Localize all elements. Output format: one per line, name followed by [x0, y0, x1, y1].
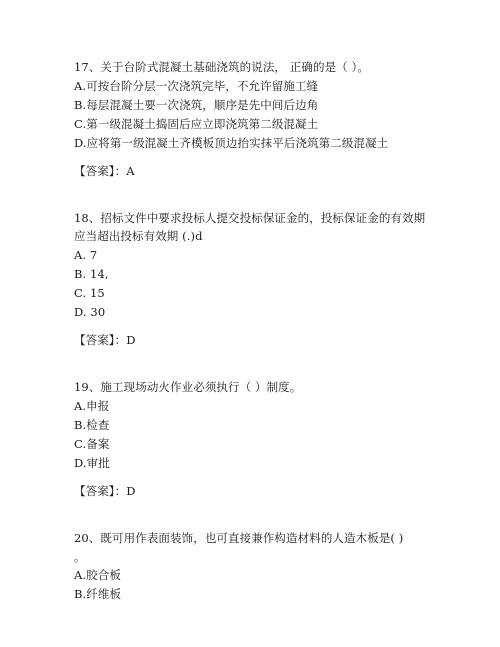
question-19-option-d: D.审批 — [74, 456, 110, 470]
question-19-option-b: B.检查 — [74, 418, 110, 432]
question-18-stem-line-2: 应当超出投标有效期 (.)d — [74, 229, 203, 243]
question-17-option-c: C.第一级混凝土捣固后应立即浇筑第二级混凝土 — [74, 117, 319, 131]
question-20-stem-line-2: 。 — [74, 550, 86, 564]
question-19-stem: 19、施工现场动火作业必须执行（ ）制度。 — [74, 380, 302, 394]
question-20-stem-line-1: 20、既可用作表面装饰，也可直接兼作构造材料的人造木板是( ) — [74, 531, 404, 545]
question-20-option-a: A.胶合板 — [74, 568, 121, 582]
question-18-option-a: A. 7 — [74, 248, 98, 262]
question-19-answer: 【答案】：D — [74, 484, 136, 498]
question-18-answer: 【答案】：D — [74, 333, 136, 347]
question-18-option-c: C. 15 — [74, 286, 105, 300]
question-18-option-d: D. 30 — [74, 305, 106, 319]
question-17-option-d: D.应将第一级混凝土齐模板顶边抬实抹平后浇筑第二级混凝土 — [74, 136, 389, 150]
question-19-option-a: A.申报 — [74, 399, 110, 413]
question-17-answer: 【答案】：A — [74, 164, 135, 178]
question-17-option-a: A.可按台阶分层一次浇筑完毕，不允许留施工缝 — [74, 79, 319, 93]
question-17-stem: 17、关于台阶式混凝土基础浇筑的说法， 正确的是（ ）。 — [74, 60, 369, 74]
question-19-option-c: C.备案 — [74, 437, 110, 451]
question-20-option-b: B.纤维板 — [74, 587, 122, 601]
question-17-option-b: B.每层混凝土要一次浇筑，顺序是先中间后边角 — [74, 98, 319, 112]
question-18-option-b: B. 14, — [74, 267, 109, 281]
question-18-stem-line-1: 18、招标文件中要求投标人提交投标保证金的，投标保证金的有效期 — [74, 211, 426, 225]
